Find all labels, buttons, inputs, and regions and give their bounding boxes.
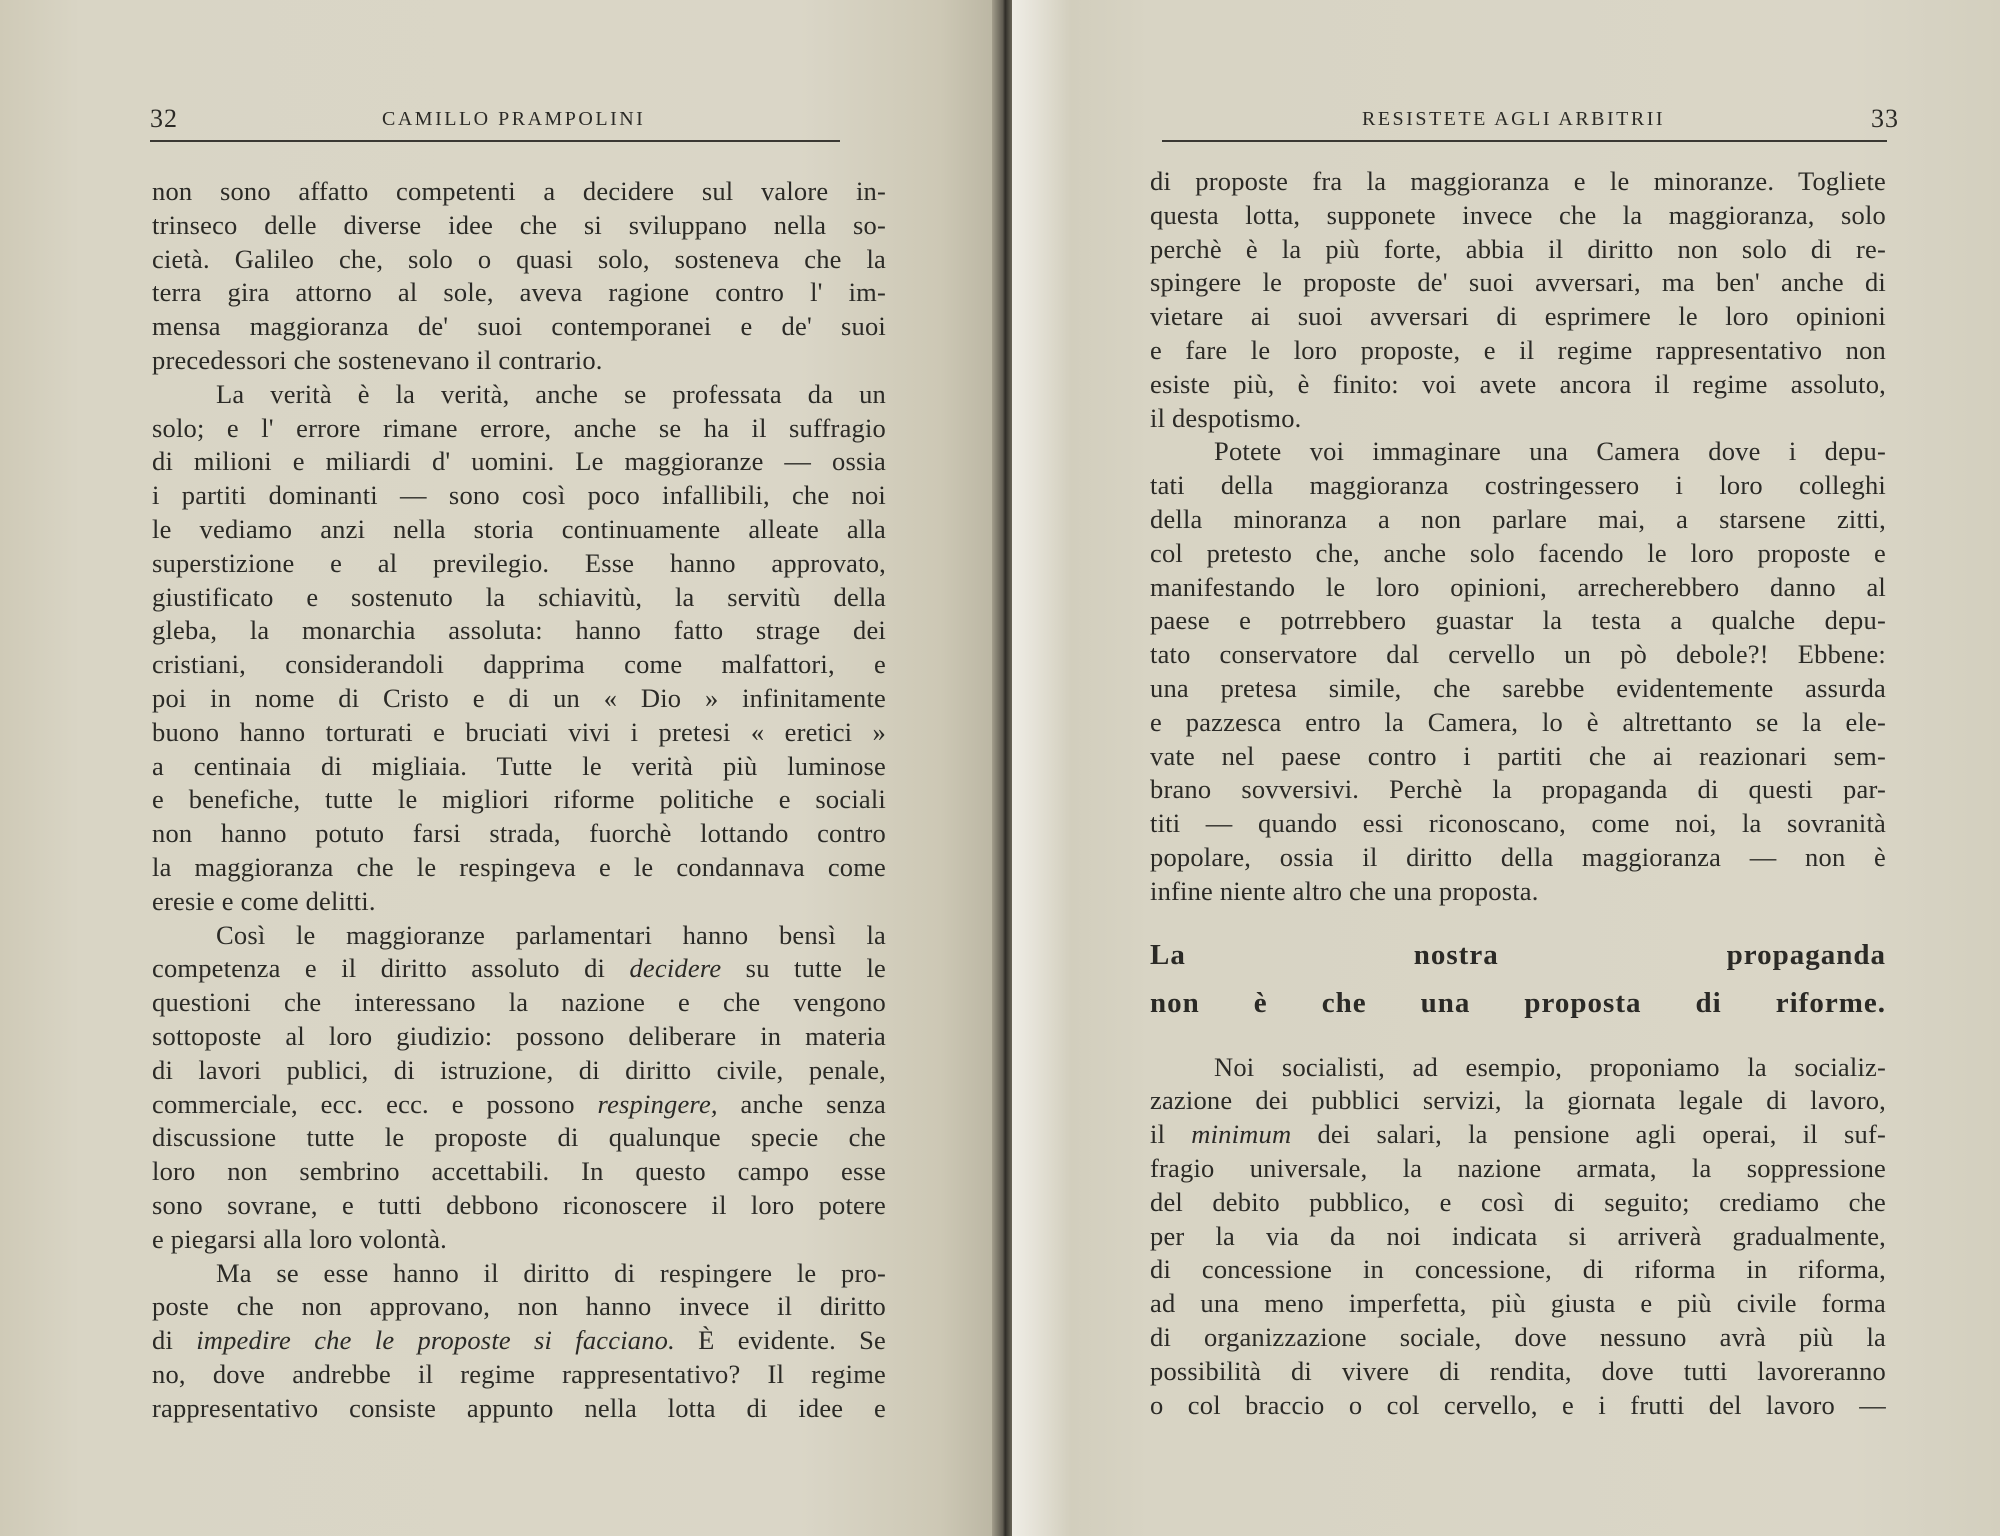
text-line: di milioni e miliardi d' uomini. Le maggioranze — ossia	[152, 446, 886, 477]
text-line: tati della maggioranza costringessero i loro colleghi	[1150, 470, 1886, 501]
section-heading-line-1: La nostra propaganda	[1150, 938, 1886, 971]
right-page-body-text	[1150, 165, 1886, 1422]
text-line: giustificato e sostenuto la schiavitù, la servitù della	[152, 581, 886, 612]
text-line: i partiti dominanti — sono così poco infallibili, che noi	[152, 480, 886, 511]
text-line: cietà. Galileo che, solo o quasi solo, sosteneva che la	[152, 243, 886, 274]
text-line: superstizione e al previlegio. Esse hanno approvato,	[152, 547, 886, 578]
text-line: il minimum dei salari, la pensione agli operai, il suf-	[1150, 1119, 1886, 1150]
text-line: Ma se esse hanno il diritto di respingere le pro-	[216, 1257, 886, 1288]
left-page-header	[150, 100, 840, 142]
text-line: sottoposte al loro giudizio: possono deliberare in materia	[152, 1020, 886, 1051]
right-text-after-heading	[1150, 1051, 1886, 1423]
text-line: le vediamo anzi nella storia continuamente alleate alla	[152, 513, 886, 544]
text-line: poi in nome di Cristo e di un « Dio » infinitamente	[152, 682, 886, 713]
text-line: popolare, ossia il diritto della maggioranza — non è	[1150, 841, 1886, 872]
text-line: manifestando le loro opinioni, arrecherebbero danno al	[1150, 571, 1886, 602]
text-line: brano sovversivi. Perchè la propaganda di questi par-	[1150, 774, 1886, 805]
text-line: di lavori publici, di istruzione, di diritto civile, penale,	[152, 1054, 886, 1085]
right-page-number: 33	[1871, 104, 1899, 133]
text-line: trinseco delle diverse idee che si sviluppano nella so-	[152, 209, 886, 240]
text-line: commerciale, ecc. ecc. e possono respingere, anche senza	[152, 1088, 886, 1119]
right-text-before-heading	[1150, 165, 1886, 909]
text-line: e pazzesca entro la Camera, lo è altrettanto se la ele-	[1150, 706, 1886, 737]
text-line: tato conservatore dal cervello un pò debole?! Ebbene:	[1150, 639, 1886, 670]
text-line: non hanno potuto farsi strada, fuorchè lottando contro	[152, 818, 886, 849]
text-line: zazione dei pubblici servizi, la giornata legale di lavoro,	[1150, 1085, 1886, 1116]
text-line: di impedire che le proposte si facciano. È evidente. Se	[152, 1325, 886, 1356]
text-line: Potete voi immaginare una Camera dove i depu-	[1214, 436, 1886, 467]
text-line: per la via da noi indicata si arriverà gradualmente,	[1150, 1220, 1886, 1251]
text-line: precedessori che sostenevano il contrario.	[152, 344, 603, 375]
text-line: poste che non approvano, non hanno invece il diritto	[152, 1291, 886, 1322]
text-line: vate nel paese contro i partiti che ai reazionari sem-	[1150, 740, 1886, 771]
text-line: o col braccio o col cervello, e i frutti del lavoro —	[1150, 1389, 1886, 1420]
text-line: questa lotta, supponete invece che la maggioranza, solo	[1150, 199, 1886, 230]
text-line: spingere le proposte de' suoi avversari, ma ben' anche di	[1150, 267, 1886, 298]
text-line: di concessione in concessione, di riforma in riforma,	[1150, 1254, 1886, 1285]
text-line: della minoranza a non parlare mai, a starsene zitti,	[1150, 503, 1886, 534]
text-line: a centinaia di migliaia. Tutte le verità più luminose	[152, 750, 886, 781]
text-line: e fare le loro proposte, e il regime rappresentativo non	[1150, 334, 1886, 365]
text-line: rappresentativo consiste appunto nella lotta di idee e	[152, 1392, 886, 1423]
text-line: Così le maggioranze parlamentari hanno bensì la	[216, 919, 886, 950]
text-line: il despotismo.	[1150, 402, 1302, 433]
right-page	[1012, 0, 2000, 1536]
text-line: e benefiche, tutte le migliori riforme politiche e sociali	[152, 784, 886, 815]
text-line: competenza e il diritto assoluto di decidere su tutte le	[152, 953, 886, 984]
text-line: esiste più, è finito: voi avete ancora il regime assoluto,	[1150, 368, 1886, 399]
left-page-number: 32	[150, 104, 178, 133]
right-running-head: RESISTETE AGLI ARBITRII	[1362, 108, 1666, 130]
section-heading-line-2: non è che una proposta di riforme.	[1150, 986, 1886, 1019]
right-page-header	[1162, 100, 1899, 142]
text-line: eresie e come delitti.	[152, 885, 376, 916]
text-line: una pretesa simile, che sarebbe evidentemente assurda	[1150, 672, 1886, 703]
text-line: di organizzazione sociale, dove nessuno avrà più la	[1150, 1321, 1886, 1352]
left-page-body-text	[152, 175, 886, 1425]
text-line: vietare ai suoi avversari di esprimere le loro opinioni	[1150, 301, 1886, 332]
text-line: loro non sembrino accettabili. In questo campo esse	[152, 1156, 886, 1187]
text-line: paese e potrrebbero guastar la testa a qualche depu-	[1150, 605, 1886, 636]
text-line: col pretesto che, anche solo facendo le loro proposte e	[1150, 537, 1886, 568]
text-line: la maggioranza che le respingeva e le condannava come	[152, 851, 886, 882]
text-line: cristiani, considerandoli dapprima come malfattori, e	[152, 649, 886, 680]
text-line: terra gira attorno al sole, aveva ragione contro l' im-	[152, 277, 886, 308]
text-line: questioni che interessano la nazione e che vengono	[152, 987, 886, 1018]
text-line: del debito pubblico, e così di seguito; crediamo che	[1150, 1186, 1886, 1217]
text-line: Noi socialisti, ad esempio, proponiamo la socializ-	[1214, 1051, 1886, 1082]
text-line: ad una meno imperfetta, più giusta e più civile forma	[1150, 1288, 1886, 1319]
text-line: fragio universale, la nazione armata, la soppressione	[1150, 1152, 1886, 1183]
text-line: buono hanno torturati e bruciati vivi i pretesi « eretici »	[152, 716, 886, 747]
text-line: gleba, la monarchia assoluta: hanno fatto strage dei	[152, 615, 886, 646]
section-heading	[1150, 931, 1886, 1027]
text-line: perchè è la più forte, abbia il diritto non solo di re-	[1150, 233, 1886, 264]
text-line: e piegarsi alla loro volontà.	[152, 1223, 447, 1254]
text-line: mensa maggioranza de' suoi contemporanei e de' suoi	[152, 311, 886, 342]
text-line: non sono affatto competenti a decidere sul valore in-	[152, 176, 886, 206]
text-line: infine niente altro che una proposta.	[1150, 875, 1539, 906]
text-line: di proposte fra la maggioranza e le minoranze. Togliete	[1150, 166, 1886, 196]
text-line: solo; e l' errore rimane errore, anche se ha il suffragio	[152, 412, 886, 443]
text-line: possibilità di vivere di rendita, dove tutti lavoreranno	[1150, 1355, 1886, 1386]
text-line: titi — quando essi riconoscano, come noi, la sovranità	[1150, 808, 1886, 839]
text-line: discussione tutte le proposte di qualunque specie che	[152, 1122, 886, 1153]
text-line: no, dove andrebbe il regime rappresentativo? Il regime	[152, 1358, 886, 1389]
text-line: sono sovrane, e tutti debbono riconoscere il loro potere	[152, 1189, 886, 1220]
text-line: La verità è la verità, anche se professata da un	[216, 378, 886, 409]
left-running-head: CAMILLO PRAMPOLINI	[382, 108, 646, 130]
